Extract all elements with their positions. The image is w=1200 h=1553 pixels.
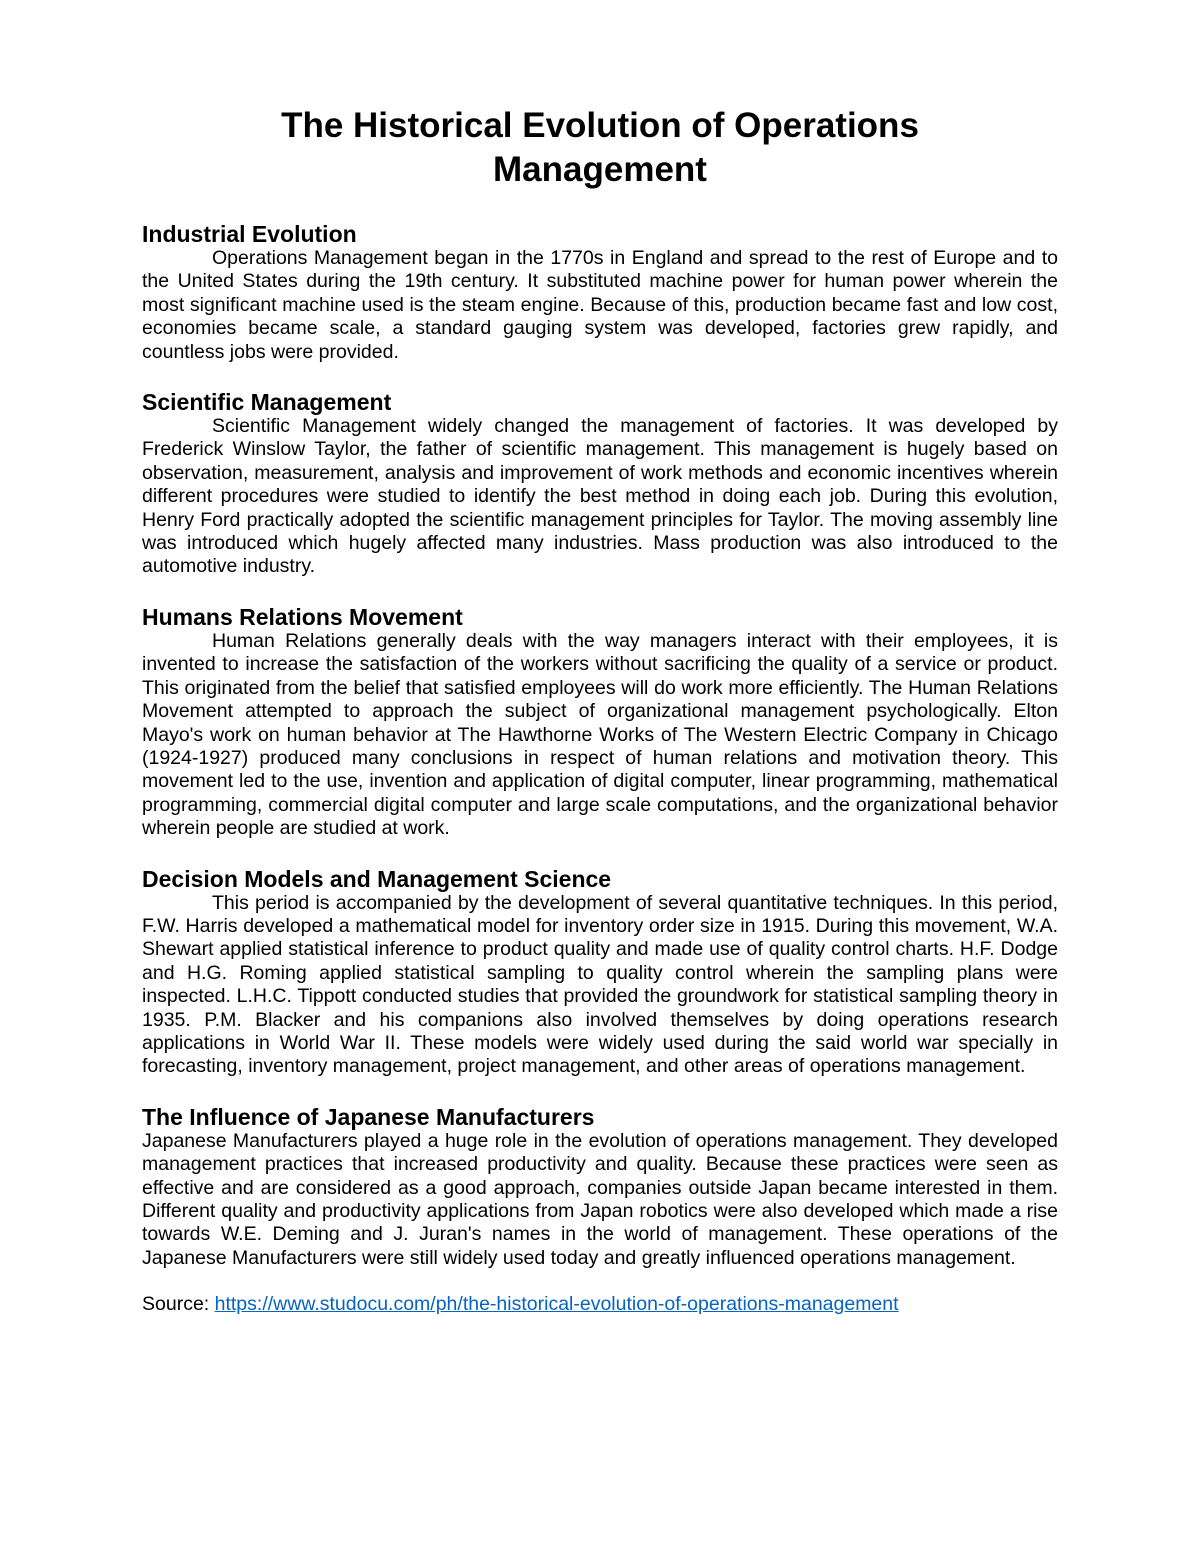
- section-paragraph: Operations Management began in the 1770s in England and spread to the rest of Europe and to the United States during the 19th century. It substituted machine power for human power wherein the most significant machine used is the steam engine. Because of this, production became fast and low cost, economies became scale, a standard gauging system was developed, factories grew rapidly, and countless jobs were provided.: [142, 247, 1058, 363]
- section-heading: Scientific Management: [142, 389, 392, 416]
- section-heading: Humans Relations Movement: [142, 603, 463, 630]
- section-decision-models: [142, 866, 1058, 1079]
- section-paragraph: Japanese Manufacturers played a huge role in the evolution of operations management. They developed management practices that increased productivity and quality. Because these practices were seen as effective and are considered as a good approach, companies outside Japan became interested in them. Different quality and productivity applications from Japan robotics were also developed which made a rise towards W.E. Deming and J. Juran's names in the world of management. These operations of the Japanese Manufacturers were still widely used today and greatly influenced operations management.: [142, 1129, 1058, 1269]
- document-title: [142, 104, 1058, 192]
- section-japanese-manufacturers: [142, 1104, 1058, 1270]
- section-paragraph: Human Relations generally deals with the way managers interact with their employees, it is invented to increase the satisfaction of the workers without sacrificing the quality of a service or product. This originated from the belief that satisfied employees will do work more efficiently. The Human Relations Movement attempted to approach the subject of organizational management psychologically. Elton Mayo's work on human behavior at The Hawthorne Works of The Western Electric Company in Chicago (1924-1927) produced many conclusions in respect of human relations and motivation theory. This movement led to the use, invention and application of digital computer, linear programming, mathematical programming, commercial digital computer and large scale computations, and the organizational behavior wherein people are studied at work.: [142, 629, 1058, 840]
- section-paragraph: Scientific Management widely changed the management of factories. It was developed by Frederick Winslow Taylor, the father of scientific management. This management is hugely based on observation, measurement, analysis and improvement of work methods and economic incentives wherein different procedures were studied to identify the best method in doing each job. During this evolution, Henry Ford practically adopted the scientific management principles for Taylor. The moving assembly line was introduced which hugely affected many industries. Mass production was also introduced to the automotive industry.: [142, 415, 1058, 578]
- section-industrial-evolution: [142, 221, 1058, 364]
- source-citation: [142, 1292, 1058, 1316]
- source-label: Source:: [142, 1293, 215, 1316]
- section-heading: Industrial Evolution: [142, 221, 357, 247]
- section-paragraph: This period is accompanied by the development of several quantitative techniques. In this period, F.W. Harris developed a mathematical model for inventory order size in 1915. During this movement, W.A. Shewart applied statistical inference to product quality and made use of quality control charts. H.F. Dodge and H.G. Roming applied statistical sampling to quality control wherein the sampling plans were inspected. L.H.C. Tippott conducted studies that provided the groundwork for statistical sampling theory in 1935. P.M. Blacker and his companions also involved themselves by doing operations research applications in World War II. These models were widely used during the said world war specially in forecasting, inventory management, project management, and other areas of operations management.: [142, 891, 1058, 1078]
- section-heading: The Influence of Japanese Manufacturers: [142, 1103, 595, 1130]
- section-scientific-management: [142, 389, 1058, 579]
- title-line-1: The Historical Evolution of Operations: [281, 106, 919, 145]
- section-heading: Decision Models and Management Science: [142, 865, 612, 892]
- source-link[interactable]: https://www.studocu.com/ph/the-historical-evolution-of-operations-management: [214, 1293, 899, 1316]
- section-human-relations-movement: [142, 604, 1058, 841]
- title-line-2: Management: [493, 150, 707, 189]
